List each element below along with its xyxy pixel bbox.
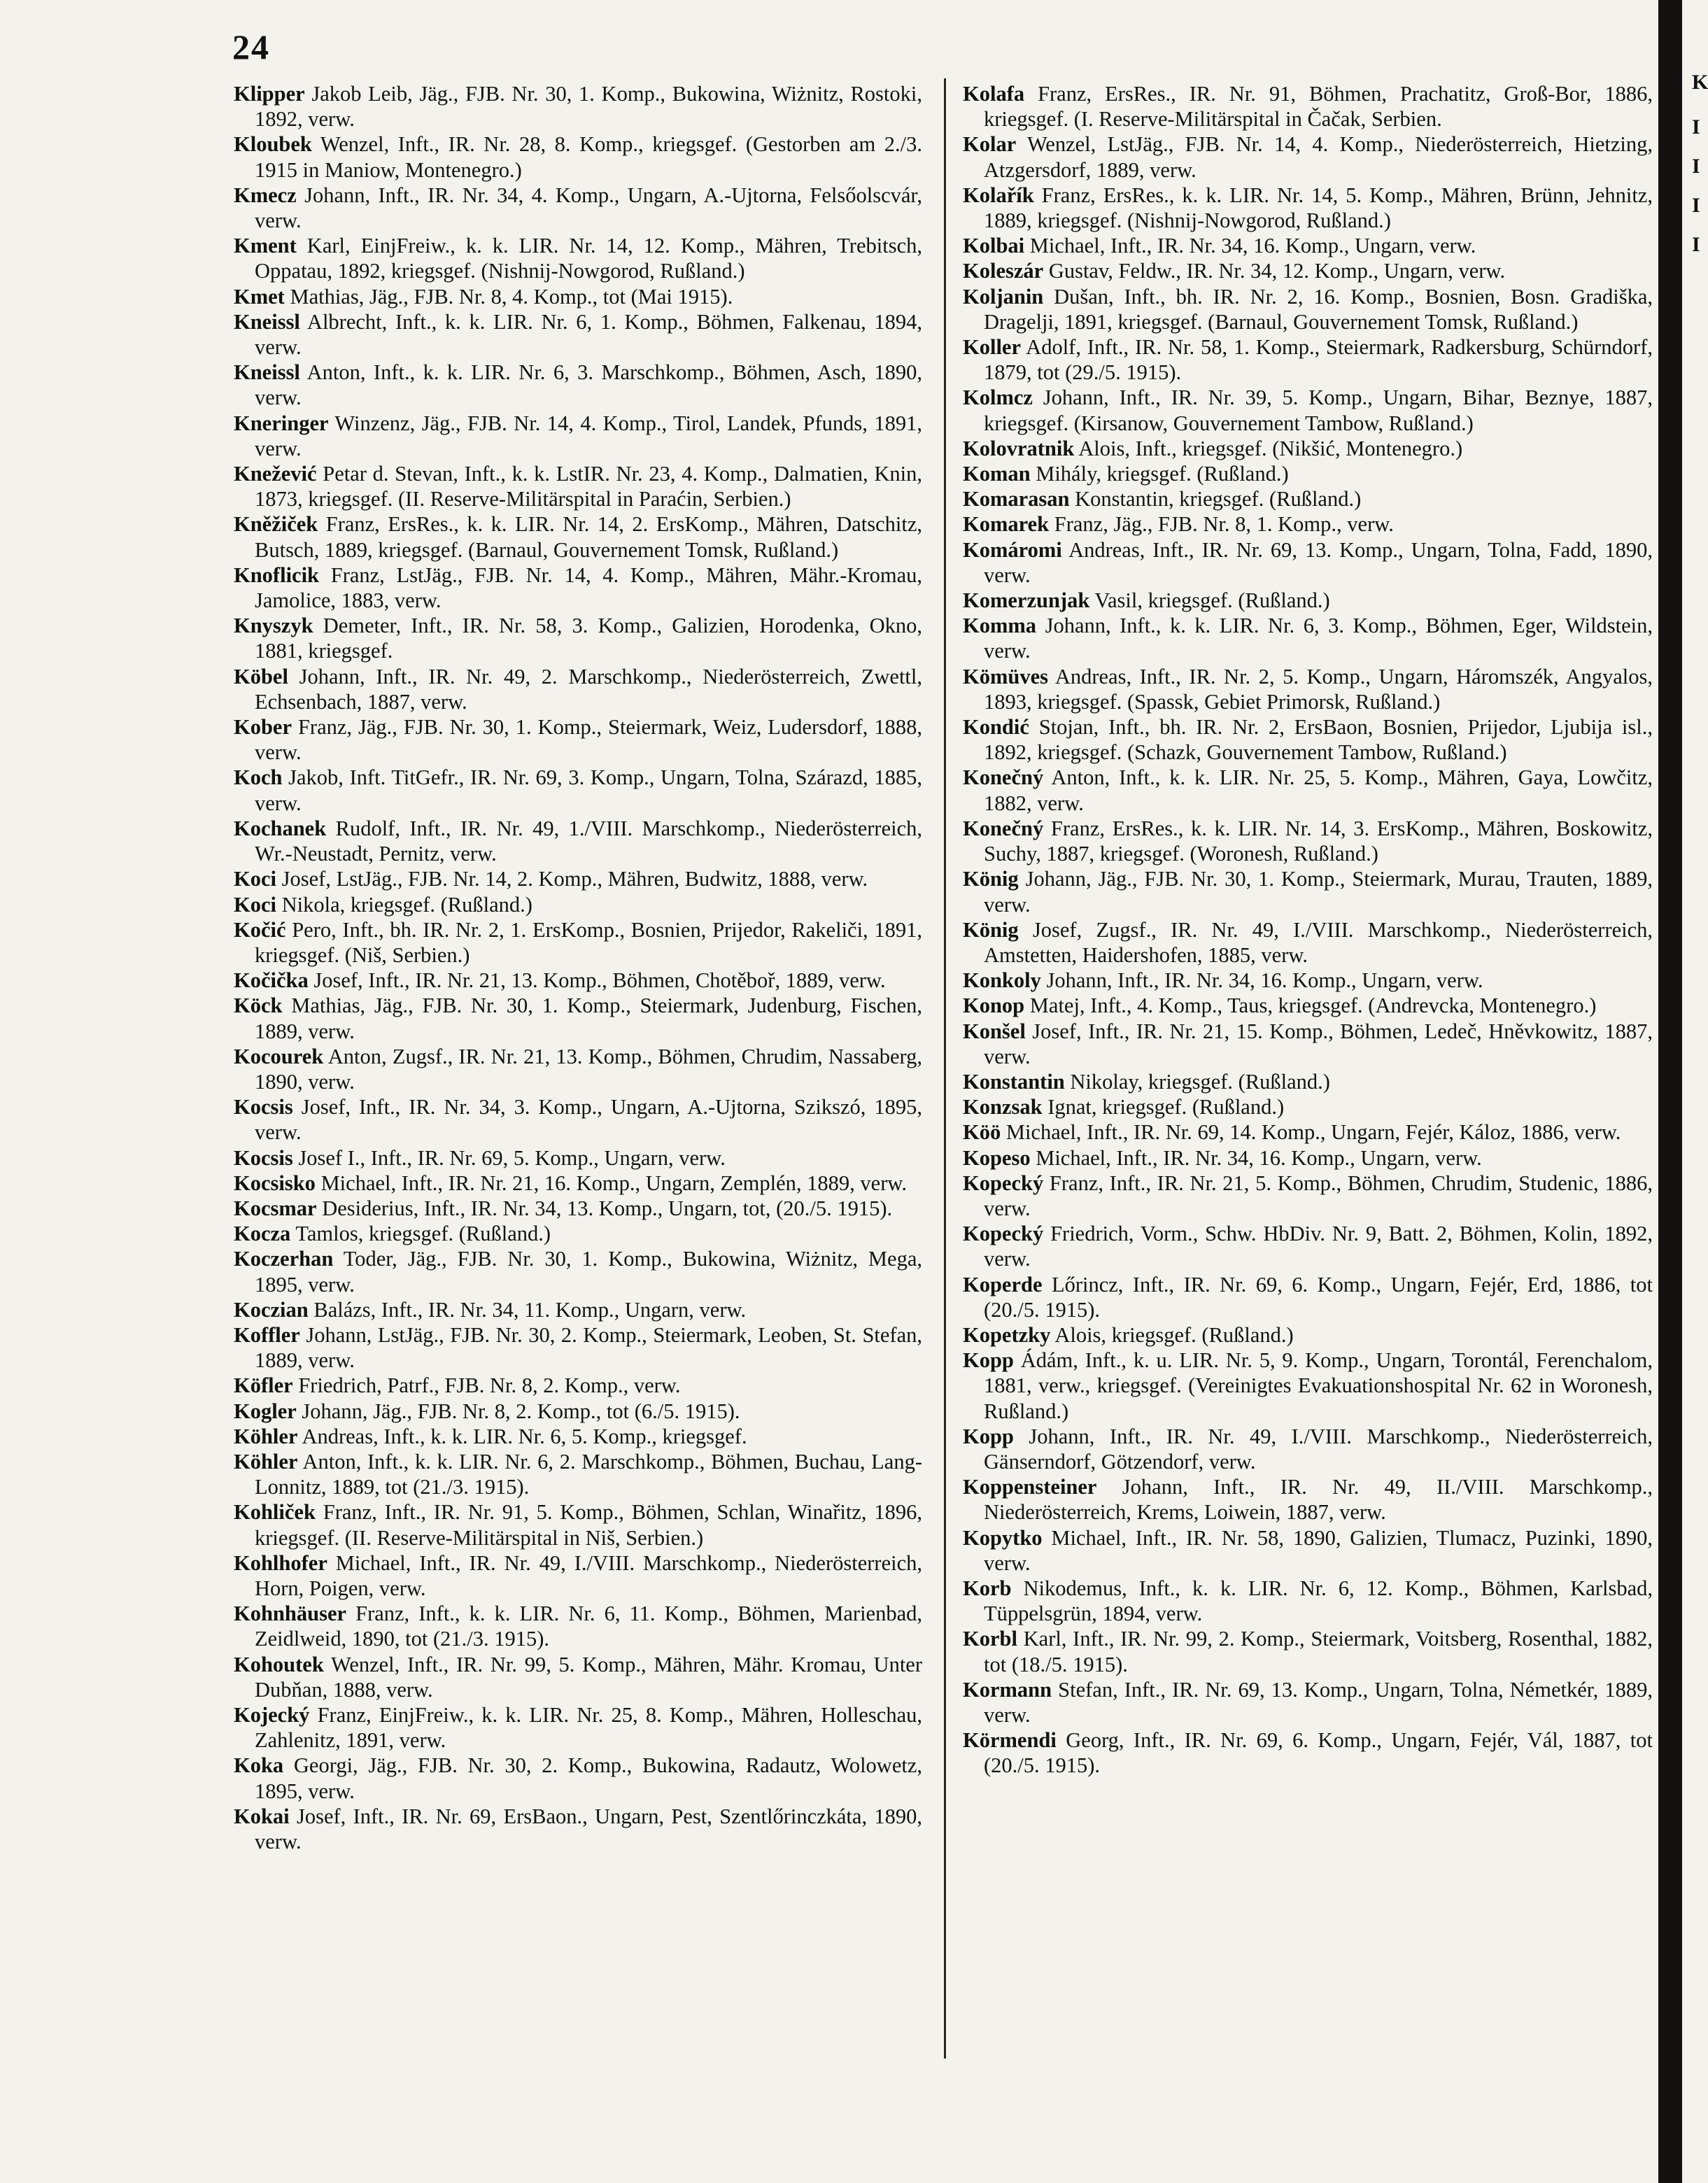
entry-details: Josef I., Inft., IR. Nr. 69, 5. Komp., Ungarn, verw. <box>292 1145 726 1170</box>
entry-details: Johann, Inft., IR. Nr. 49, II./VIII. Marschkomp., Niederösterreich, Krems, Loiwein, 1887, verw. <box>984 1475 1653 1525</box>
entry-details: Lőrincz, Inft., IR. Nr. 69, 6. Komp., Ungarn, Fejér, Erd, 1886, tot (20./5. 1915). <box>984 1272 1653 1322</box>
roster-entry <box>963 436 1653 461</box>
entry-surname: Kočička <box>234 968 309 993</box>
roster-entry <box>963 1576 1653 1626</box>
entry-surname: Kocsmar <box>234 1196 317 1220</box>
roster-entry <box>963 1069 1653 1094</box>
entry-surname: Kmecz <box>234 183 297 207</box>
entry-details: Johann, Inft., IR. Nr. 49, I./VIII. Marschkomp., Niederösterreich, Gänserndorf, Götzendorf, verw. <box>984 1424 1653 1474</box>
entry-surname: Kohoutek <box>234 1652 324 1676</box>
entry-surname: Kochanek <box>234 816 327 840</box>
entry-surname: Kömüves <box>963 664 1048 688</box>
entry-details: Franz, Inft., IR. Nr. 21, 5. Komp., Böhmen, Chrudim, Studenic, 1886, verw. <box>984 1171 1653 1220</box>
entry-surname: Korbl <box>963 1627 1017 1651</box>
entry-surname: Komarasan <box>963 487 1070 511</box>
roster-entry <box>963 1272 1653 1322</box>
entry-surname: Kogler <box>234 1399 297 1423</box>
right-column <box>963 81 1653 1779</box>
roster-entry <box>234 816 922 866</box>
entry-surname: Konstantin <box>963 1069 1065 1094</box>
entry-details: Jakob Leib, Jäg., FJB. Nr. 30, 1. Komp., Bukowina, Wiżnitz, Rostoki, 1892, verw. <box>255 82 922 132</box>
roster-entry <box>234 360 922 410</box>
entry-surname: Konkoly <box>963 968 1041 993</box>
roster-entry <box>963 1626 1653 1676</box>
roster-entry <box>234 1804 922 1854</box>
entry-details: Matej, Inft., 4. Komp., Taus, kriegsgef. (Andrevcka, Montenegro.) <box>1024 994 1597 1018</box>
entry-surname: Knežević <box>234 462 317 486</box>
entry-surname: König <box>963 917 1019 942</box>
entry-details: Franz, ErsRes., k. k. LIR. Nr. 14, 5. Komp., Mähren, Brünn, Jehnitz, 1889, kriegsgef. (Nishnij-Nowgorod, Rußland.) <box>984 183 1653 233</box>
roster-entry <box>234 714 922 765</box>
roster-entry <box>234 1449 922 1499</box>
entry-surname: Kolmcz <box>963 386 1033 410</box>
entry-surname: Kohliček <box>234 1500 316 1525</box>
roster-entry <box>963 258 1653 283</box>
entry-details: Ignat, kriegsgef. (Rußland.) <box>1042 1095 1285 1119</box>
entry-surname: Kocza <box>234 1222 291 1246</box>
roster-entry <box>963 588 1653 613</box>
roster-entry <box>234 233 922 283</box>
entry-surname: Koperde <box>963 1272 1043 1297</box>
entry-details: Johann, Jäg., FJB. Nr. 30, 1. Komp., Steiermark, Murau, Trauten, 1889, verw. <box>984 867 1653 917</box>
entry-details: Ádám, Inft., k. u. LIR. Nr. 5, 9. Komp., Ungarn, Torontál, Ferenchalom, 1881, verw., kriegsgef. (Vereinigtes Evakuationshospital Nr. 62 in Woronesh, Rußland.) <box>984 1348 1653 1423</box>
entry-details: Michael, Inft., IR. Nr. 34, 16. Komp., Ungarn, verw. <box>1024 234 1476 258</box>
adjacent-page-edge <box>1658 0 1682 2183</box>
margin-letter: K <box>1692 71 1708 94</box>
roster-entry <box>234 917 922 968</box>
entry-surname: Kormann <box>963 1677 1052 1702</box>
margin-letter: I <box>1692 155 1700 178</box>
entry-details: Johann, Inft., IR. Nr. 34, 4. Komp., Ungarn, A.-Ujtorna, Felsőolscvár, verw. <box>255 183 922 233</box>
entry-details: Michael, Inft., IR. Nr. 21, 16. Komp., Ungarn, Zemplén, 1889, verw. <box>315 1171 908 1195</box>
roster-entry <box>963 1171 1653 1221</box>
entry-details: Vasil, kriegsgef. (Rußland.) <box>1089 588 1330 613</box>
column-divider <box>944 78 946 2058</box>
entry-surname: Koch <box>234 765 283 790</box>
entry-surname: Kment <box>234 234 297 258</box>
roster-entry <box>963 1348 1653 1424</box>
roster-entry <box>234 765 922 815</box>
entry-details: Josef, Inft., IR. Nr. 34, 3. Komp., Ungarn, A.-Ujtorna, Szikszó, 1895, verw. <box>255 1095 922 1145</box>
entry-surname: Koczerhan <box>234 1247 334 1271</box>
roster-entry <box>963 537 1653 588</box>
entry-surname: Koljanin <box>963 284 1044 309</box>
roster-entry <box>963 461 1653 486</box>
entry-surname: Konečný <box>963 765 1044 790</box>
roster-entry <box>234 511 922 562</box>
roster-entry <box>234 411 922 461</box>
entry-details: Franz, Inft., k. k. LIR. Nr. 6, 11. Komp., Böhmen, Marienbad, Zeidlweid, 1890, tot (21./3. 1915). <box>255 1602 922 1651</box>
page-number: 24 <box>232 27 270 66</box>
entry-details: Toder, Jäg., FJB. Nr. 30, 1. Komp., Bukowina, Wiżnitz, Mega, 1895, verw. <box>255 1247 922 1297</box>
roster-entry <box>234 1221 922 1246</box>
roster-entry <box>963 81 1653 132</box>
entry-details: Jakob, Inft. TitGefr., IR. Nr. 69, 3. Komp., Ungarn, Tolna, Szárazd, 1885, verw. <box>255 765 922 815</box>
roster-entry <box>234 1246 922 1297</box>
entry-surname: Koci <box>234 892 276 917</box>
roster-entry <box>234 1702 922 1753</box>
roster-entry <box>234 1652 922 1702</box>
roster-entry <box>234 1196 922 1221</box>
roster-entry <box>963 1019 1653 1069</box>
roster-entry <box>963 233 1653 258</box>
entry-details: Mathias, Jäg., FJB. Nr. 30, 1. Komp., Steiermark, Judenburg, Fischen, 1889, verw. <box>255 994 922 1043</box>
entry-details: Friedrich, Vorm., Schw. HbDiv. Nr. 9, Batt. 2, Böhmen, Kolin, 1892, verw. <box>984 1222 1653 1271</box>
entry-details: Anton, Inft., k. k. LIR. Nr. 6, 2. Marschkomp., Böhmen, Buchau, Lang-Lonnitz, 1889, tot (21./3. 1915). <box>255 1449 922 1499</box>
roster-entry <box>234 1424 922 1449</box>
entry-surname: Kněžiček <box>234 512 318 537</box>
entry-surname: Konečný <box>963 816 1044 840</box>
entry-details: Andreas, Inft., IR. Nr. 2, 5. Komp., Ungarn, Háromszék, Angyalos, 1893, kriegsgef. (Spassk, Gebiet Primorsk, Rußland.) <box>984 664 1653 714</box>
entry-surname: Kolovratnik <box>963 436 1075 460</box>
entry-surname: Koci <box>234 867 276 891</box>
entry-surname: Koka <box>234 1753 284 1778</box>
roster-entry <box>963 1094 1653 1119</box>
left-column <box>234 81 922 1854</box>
entry-details: Michael, Inft., IR. Nr. 69, 14. Komp., Ungarn, Fejér, Káloz, 1886, verw. <box>1001 1120 1621 1145</box>
roster-entry <box>963 1221 1653 1271</box>
entry-details: Johann, LstJäg., FJB. Nr. 30, 2. Komp., Steiermark, Leoben, St. Stefan, 1889, verw. <box>255 1322 922 1373</box>
entry-details: Alois, Inft., kriegsgef. (Nikšić, Montenegro.) <box>1074 436 1463 460</box>
entry-surname: Kneissl <box>234 309 300 334</box>
entry-surname: Köbel <box>234 664 288 688</box>
entry-details: Nikola, kriegsgef. (Rußland.) <box>276 892 532 917</box>
roster-entry <box>963 1424 1653 1474</box>
entry-details: Johann, Inft., IR. Nr. 34, 16. Komp., Ungarn, verw. <box>1040 968 1483 993</box>
entry-details: Franz, ErsRes., k. k. LIR. Nr. 14, 3. ErsKomp., Mähren, Boskowitz, Suchy, 1887, kriegsgef. (Woronesh, Rußland.) <box>984 816 1653 866</box>
roster-entry <box>963 816 1653 866</box>
roster-entry <box>234 1601 922 1651</box>
entry-details: Wenzel, Inft., IR. Nr. 99, 5. Komp., Mähren, Mähr. Kromau, Unter Dubňan, 1888, verw. <box>255 1652 922 1702</box>
roster-entry <box>963 1525 1653 1576</box>
roster-entry <box>963 765 1653 815</box>
entry-surname: Koleszár <box>963 259 1044 283</box>
entry-details: Wenzel, LstJäg., FJB. Nr. 14, 4. Komp., Niederösterreich, Hietzing, Atzgersdorf, 1889, verw. <box>984 132 1653 182</box>
entry-surname: Kloubek <box>234 132 312 157</box>
entry-surname: Komma <box>963 614 1037 638</box>
entry-details: Desiderius, Inft., IR. Nr. 34, 13. Komp., Ungarn, tot, (20./5. 1915). <box>316 1196 893 1220</box>
entry-details: Franz, LstJäg., FJB. Nr. 14, 4. Komp., Mähren, Mähr.-Kromau, Jamolice, 1883, verw. <box>255 563 922 613</box>
entry-details: Mihály, kriegsgef. (Rußland.) <box>1030 462 1289 486</box>
roster-entry <box>963 917 1653 968</box>
entry-details: Johann, Inft., IR. Nr. 49, 2. Marschkomp., Niederösterreich, Zwettl, Echsenbach, 1887, verw. <box>255 664 922 714</box>
entry-surname: Köhler <box>234 1449 298 1474</box>
entry-details: Demeter, Inft., IR. Nr. 58, 3. Komp., Galizien, Horodenka, Okno, 1881, kriegsgef. <box>255 614 922 663</box>
entry-surname: Kopeso <box>963 1145 1031 1170</box>
entry-details: Franz, EinjFreiw., k. k. LIR. Nr. 25, 8. Komp., Mähren, Holleschau, Zahlenitz, 1891, verw. <box>255 1703 922 1753</box>
roster-entry <box>234 1753 922 1803</box>
roster-entry <box>234 892 922 917</box>
entry-details: Karl, EinjFreiw., k. k. LIR. Nr. 14, 12. Komp., Mähren, Trebitsch, Oppatau, 1892, kriegsgef. (Nishnij-Nowgorod, Rußland.) <box>255 234 922 283</box>
entry-surname: Kolafa <box>963 82 1025 106</box>
entry-details: Balázs, Inft., IR. Nr. 34, 11. Komp., Ungarn, verw. <box>308 1297 747 1322</box>
entry-surname: Koller <box>963 335 1021 360</box>
entry-details: Konstantin, kriegsgef. (Rußland.) <box>1069 487 1362 511</box>
entry-details: Andreas, Inft., IR. Nr. 69, 13. Komp., Ungarn, Tolna, Fadd, 1890, verw. <box>984 537 1653 587</box>
entry-surname: Köck <box>234 994 283 1018</box>
entry-surname: Kmet <box>234 284 285 309</box>
entry-surname: Komerzunjak <box>963 588 1090 613</box>
roster-entry <box>963 613 1653 663</box>
entry-surname: Kohnhäuser <box>234 1602 347 1626</box>
roster-entry <box>963 132 1653 182</box>
entry-details: Rudolf, Inft., IR. Nr. 49, 1./VIII. Marschkomp., Niederösterreich, Wr.-Neustadt, Pernitz, verw. <box>255 816 922 866</box>
roster-entry <box>234 1044 922 1094</box>
entry-surname: Kopecký <box>963 1171 1044 1195</box>
roster-entry <box>963 385 1653 435</box>
entry-surname: Kocsis <box>234 1095 293 1119</box>
entry-surname: Kohlhofer <box>234 1550 327 1575</box>
entry-details: Pero, Inft., bh. IR. Nr. 2, 1. ErsKomp., Bosnien, Prijedor, Rakeliči, 1891, kriegsgef. (Niš, Serbien.) <box>255 917 922 967</box>
entry-details: Johann, Inft., IR. Nr. 39, 5. Komp., Ungarn, Bihar, Beznye, 1887, kriegsgef. (Kirsanow, Gouvernement Tambow, Rußland.) <box>984 386 1653 435</box>
entry-details: Petar d. Stevan, Inft., k. k. LstIR. Nr. 23, 4. Komp., Dalmatien, Knin, 1873, kriegsgef. (II. Reserve-Militärspital in Paraćin, Serbien.) <box>255 462 922 511</box>
roster-entry <box>234 866 922 891</box>
entry-surname: Kočić <box>234 917 286 942</box>
roster-entry <box>963 1728 1653 1778</box>
entry-surname: Konzsak <box>963 1095 1043 1119</box>
roster-entry <box>963 1677 1653 1728</box>
entry-surname: Kojecký <box>234 1703 310 1727</box>
roster-entry <box>234 461 922 511</box>
entry-surname: Knoflicik <box>234 563 320 587</box>
margin-letter: I <box>1692 115 1700 139</box>
roster-entry <box>234 1373 922 1398</box>
entry-surname: Komáromi <box>963 537 1062 562</box>
entry-details: Adolf, Inft., IR. Nr. 58, 1. Komp., Steiermark, Radkersburg, Schürndorf, 1879, tot (29./5. 1915). <box>984 335 1653 385</box>
entry-surname: Kneissl <box>234 360 300 385</box>
entry-surname: Körmendi <box>963 1728 1057 1753</box>
entry-details: Alois, kriegsgef. (Rußland.) <box>1050 1322 1294 1347</box>
entry-details: Georg, Inft., IR. Nr. 69, 6. Komp., Ungarn, Fejér, Vál, 1887, tot (20./5. 1915). <box>984 1728 1653 1778</box>
roster-entry <box>234 1499 922 1550</box>
entry-surname: Kober <box>234 715 292 740</box>
entry-surname: Kopecký <box>963 1222 1044 1246</box>
roster-entry <box>963 511 1653 537</box>
roster-entry <box>234 284 922 309</box>
roster-entry <box>963 183 1653 233</box>
entry-surname: Kneringer <box>234 411 329 435</box>
entry-details: Friedrich, Patrf., FJB. Nr. 8, 2. Komp., verw. <box>292 1373 681 1398</box>
roster-entry <box>234 968 922 993</box>
entry-surname: Koczian <box>234 1297 309 1322</box>
entry-surname: Kopp <box>963 1424 1014 1448</box>
entry-surname: Kocsisko <box>234 1171 316 1195</box>
roster-entry <box>963 866 1653 917</box>
roster-entry <box>234 993 922 1043</box>
entry-details: Michael, Inft., IR. Nr. 49, I./VIII. Marschkomp., Niederösterreich, Horn, Poigen, verw. <box>255 1550 922 1600</box>
entry-surname: Kocourek <box>234 1044 324 1068</box>
entry-surname: Kolařík <box>963 183 1034 207</box>
entry-surname: Kopetzky <box>963 1322 1051 1347</box>
roster-entry <box>234 664 922 714</box>
entry-details: Mathias, Jäg., FJB. Nr. 8, 4. Komp., tot (Mai 1915). <box>284 284 733 309</box>
entry-surname: Koman <box>963 462 1031 486</box>
entry-surname: Komarek <box>963 512 1050 537</box>
entry-details: Josef, LstJäg., FJB. Nr. 14, 2. Komp., Mähren, Budwitz, 1888, verw. <box>276 867 868 891</box>
roster-entry <box>234 1399 922 1424</box>
entry-details: Stefan, Inft., IR. Nr. 69, 13. Komp., Ungarn, Tolna, Németkér, 1889, verw. <box>984 1677 1653 1727</box>
roster-entry <box>963 968 1653 993</box>
entry-details: Albrecht, Inft., k. k. LIR. Nr. 6, 1. Komp., Böhmen, Falkenau, 1894, verw. <box>255 309 922 360</box>
entry-details: Anton, Inft., k. k. LIR. Nr. 6, 3. Marschkomp., Böhmen, Asch, 1890, verw. <box>255 360 922 410</box>
margin-letter: I <box>1692 194 1700 217</box>
roster-entry <box>963 714 1653 765</box>
roster-entry <box>234 1550 922 1601</box>
roster-entry <box>234 613 922 663</box>
entry-details: Tamlos, kriegsgef. (Rußland.) <box>290 1222 551 1246</box>
roster-entry <box>234 1171 922 1196</box>
roster-entry <box>234 81 922 132</box>
entry-surname: Kocsis <box>234 1145 293 1170</box>
entry-details: Gustav, Feldw., IR. Nr. 34, 12. Komp., Ungarn, verw. <box>1043 259 1506 283</box>
entry-details: Anton, Zugsf., IR. Nr. 21, 13. Komp., Böhmen, Chrudim, Nassaberg, 1890, verw. <box>255 1044 922 1094</box>
entry-details: Franz, ErsRes., IR. Nr. 91, Böhmen, Prachatitz, Groß-Bor, 1886, kriegsgef. (I. Reserve-Militärspital in Čačak, Serbien. <box>984 82 1653 132</box>
roster-entry <box>234 132 922 182</box>
roster-entry <box>234 563 922 613</box>
roster-entry <box>963 486 1653 511</box>
entry-details: Franz, Jäg., FJB. Nr. 30, 1. Komp., Steiermark, Weiz, Ludersdorf, 1888, verw. <box>255 715 922 765</box>
entry-details: Franz, Inft., IR. Nr. 91, 5. Komp., Böhmen, Schlan, Winařitz, 1896, kriegsgef. (II. Reserve-Militärspital in Niš, Serbien.) <box>255 1500 922 1550</box>
entry-details: Johann, Inft., k. k. LIR. Nr. 6, 3. Komp., Böhmen, Eger, Wildstein, verw. <box>984 614 1653 663</box>
entry-surname: Koffler <box>234 1322 300 1347</box>
margin-letter: I <box>1692 233 1700 256</box>
roster-entry <box>963 1119 1653 1145</box>
entry-details: Josef, Inft., IR. Nr. 21, 15. Komp., Böhmen, Ledeč, Hněvkowitz, 1887, verw. <box>984 1019 1653 1068</box>
entry-details: Franz, Jäg., FJB. Nr. 8, 1. Komp., verw. <box>1049 512 1394 537</box>
entry-details: Anton, Inft., k. k. LIR. Nr. 25, 5. Komp., Mähren, Gaya, Lowčitz, 1882, verw. <box>984 765 1653 815</box>
roster-entry <box>234 1297 922 1322</box>
entry-details: Johann, Jäg., FJB. Nr. 8, 2. Komp., tot (6./5. 1915). <box>296 1399 740 1423</box>
entry-details: Andreas, Inft., k. k. LIR. Nr. 6, 5. Komp., kriegsgef. <box>297 1424 747 1448</box>
entry-surname: Klipper <box>234 82 305 106</box>
roster-entry <box>963 664 1653 714</box>
roster-entry <box>234 1145 922 1171</box>
entry-surname: Köö <box>963 1120 1001 1145</box>
entry-surname: Köfler <box>234 1373 293 1398</box>
roster-entry <box>963 1322 1653 1348</box>
roster-entry <box>234 1322 922 1373</box>
entry-details: Winzenz, Jäg., FJB. Nr. 14, 4. Komp., Tirol, Landek, Pfunds, 1891, verw. <box>255 411 922 460</box>
roster-entry <box>234 1094 922 1145</box>
entry-surname: Konšel <box>963 1019 1026 1043</box>
entry-details: Nikodemus, Inft., k. k. LIR. Nr. 6, 12. Komp., Böhmen, Karlsbad, Tüppelsgrün, 1894, verw. <box>984 1576 1653 1626</box>
entry-surname: Kopytko <box>963 1525 1043 1550</box>
roster-entry <box>963 1474 1653 1525</box>
adjacent-page-letters <box>1692 70 1706 271</box>
entry-details: Josef, Inft., IR. Nr. 21, 13. Komp., Böhmen, Chotěboř, 1889, verw. <box>308 968 886 993</box>
entry-surname: Kondić <box>963 715 1029 740</box>
entry-details: Michael, Inft., IR. Nr. 34, 16. Komp., Ungarn, verw. <box>1030 1145 1482 1170</box>
entry-surname: Köhler <box>234 1424 298 1448</box>
entry-details: Michael, Inft., IR. Nr. 58, 1890, Galizien, Tlumacz, Puzinki, 1890, verw. <box>984 1525 1653 1575</box>
entry-surname: Kopp <box>963 1348 1014 1373</box>
roster-entry <box>963 334 1653 385</box>
roster-entry <box>963 284 1653 334</box>
entry-surname: Konop <box>963 994 1025 1018</box>
entry-details: Nikolay, kriegsgef. (Rußland.) <box>1064 1069 1330 1094</box>
entry-details: Franz, ErsRes., k. k. LIR. Nr. 14, 2. ErsKomp., Mähren, Datschitz, Butsch, 1889, kriegsgef. (Barnaul, Gouvernement Tomsk, Rußland.) <box>255 512 922 562</box>
roster-entry <box>234 309 922 360</box>
entry-details: Georgi, Jäg., FJB. Nr. 30, 2. Komp., Bukowina, Radautz, Wolowetz, 1895, verw. <box>255 1753 922 1803</box>
roster-entry <box>234 183 922 233</box>
entry-details: Josef, Zugsf., IR. Nr. 49, I./VIII. Marschkomp., Niederösterreich, Amstetten, Haidershofen, 1885, verw. <box>984 917 1653 967</box>
entry-surname: Koppensteiner <box>963 1475 1097 1499</box>
entry-surname: Kolar <box>963 132 1017 157</box>
entry-surname: Knyszyk <box>234 614 313 638</box>
roster-entry <box>963 993 1653 1018</box>
entry-surname: Kokai <box>234 1804 290 1828</box>
entry-details: Dušan, Inft., bh. IR. Nr. 2, 16. Komp., Bosnien, Bosn. Gradiška, Dragelji, 1891, kriegsgef. (Barnaul, Gouvernement Tomsk, Rußland.) <box>984 284 1653 334</box>
entry-details: Wenzel, Inft., IR. Nr. 28, 8. Komp., kriegsgef. (Gestorben am 2./3. 1915 in Maniow, Montenegro.) <box>255 132 922 182</box>
entry-details: Stojan, Inft., bh. IR. Nr. 2, ErsBaon, Bosnien, Prijedor, Ljubija isl., 1892, kriegsgef. (Schazk, Gouvernement Tambow, Rußland.) <box>984 715 1653 765</box>
entry-details: Karl, Inft., IR. Nr. 99, 2. Komp., Steiermark, Voitsberg, Rosenthal, 1882, tot (18./5. 1915). <box>984 1627 1653 1676</box>
entry-surname: König <box>963 867 1019 891</box>
entry-surname: Kolbai <box>963 234 1025 258</box>
entry-details: Josef, Inft., IR. Nr. 69, ErsBaon., Ungarn, Pest, Szentlőrinczkáta, 1890, verw. <box>255 1804 922 1854</box>
roster-entry <box>963 1145 1653 1171</box>
entry-surname: Korb <box>963 1576 1012 1600</box>
